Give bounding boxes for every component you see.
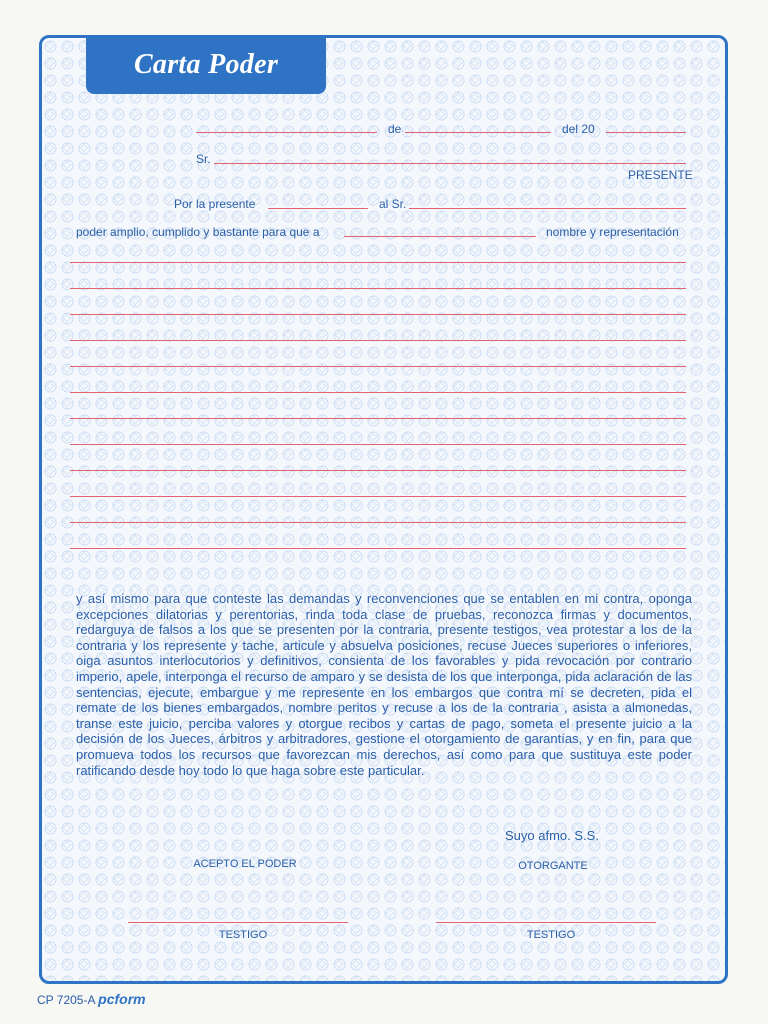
place-field[interactable]: [196, 132, 377, 133]
brand-logo: pcform: [98, 991, 146, 1007]
por-la-presente-label: Por la presente: [174, 197, 256, 211]
ruled-line[interactable]: [70, 314, 686, 315]
form-title: Carta Poder: [86, 36, 326, 94]
ruled-line[interactable]: [70, 340, 686, 341]
de-label: de: [388, 122, 402, 136]
al-sr-label: al Sr.: [379, 197, 407, 211]
ruled-line[interactable]: [70, 418, 686, 419]
addressee-field[interactable]: [214, 163, 686, 164]
acepto-el-poder-label: ACEPTO EL PODER: [193, 858, 297, 870]
otorgante-label: OTORGANTE: [518, 860, 588, 872]
presente-label: PRESENTE: [628, 168, 693, 182]
representative-field[interactable]: [344, 236, 536, 237]
closing-label: Suyo afmo. S.S.: [505, 828, 599, 843]
day-month-field[interactable]: [405, 132, 551, 133]
form-code-text: CP 7205-A: [37, 993, 95, 1007]
grantee-field[interactable]: [409, 208, 686, 209]
testigo-right-signature-line[interactable]: [436, 922, 656, 923]
ruled-line[interactable]: [70, 522, 686, 523]
sr-label: Sr.: [196, 152, 211, 166]
ruled-line[interactable]: [70, 444, 686, 445]
ruled-line[interactable]: [70, 262, 686, 263]
year-field[interactable]: [606, 132, 686, 133]
ruled-line[interactable]: [70, 548, 686, 549]
testigo-left-label: TESTIGO: [218, 929, 268, 941]
grantor-field[interactable]: [268, 208, 368, 209]
form-code: [37, 991, 146, 1007]
form-frame: [39, 35, 728, 984]
testigo-left-signature-line[interactable]: [128, 922, 348, 923]
powers-paragraph: y así mismo para que conteste las demandas y reconvenciones que se entablen en mi contra, oponga excepciones dilatorias y perentorias, rinda toda clase de pruebas, reconozca firmas y documentos, redarguya de falsos a los que se presenten por la contraria, presente testigos, vea protestar a los de la contraria y los represente y tache, articule y absuelva posiciones, recuse Jueces superiores o inferiores, oiga asuntos interlocutorios y definitivos, consienta de los favorables y pida revocación por contrario imperio, apele, interponga el recurso de amparo y se desista de los que interponga, pida aclaración de las sentencias, ejecute, embargue y me represente en los embargos que contra mí se decreten, pida el remate de los bienes embargados, nombre peritos y recuse a los de la contraria , asista a almonedas, transe este juicio, perciba valores y otorgue recibos y cartas de pago, someta el presente juicio a la decisión de los Jueces, árbitros y arbitradores, gestione el otorgamiento de garantías, y en fin, para que promueva todos los recursos que favorezcan mis derechos, así como para que sustituya este poder ratificando desde hoy todo lo que haga sobre este particular.: [76, 591, 692, 778]
ruled-line[interactable]: [70, 288, 686, 289]
del-year-label: del 20: [562, 122, 595, 136]
ruled-line[interactable]: [70, 470, 686, 471]
ruled-line[interactable]: [70, 392, 686, 393]
ruled-line[interactable]: [70, 366, 686, 367]
nombre-representacion-label: nombre y representación: [546, 225, 679, 239]
testigo-right-label: TESTIGO: [526, 929, 576, 941]
ruled-line[interactable]: [70, 496, 686, 497]
poder-amplio-label: poder amplio, cumplido y bastante para que a: [76, 225, 320, 239]
